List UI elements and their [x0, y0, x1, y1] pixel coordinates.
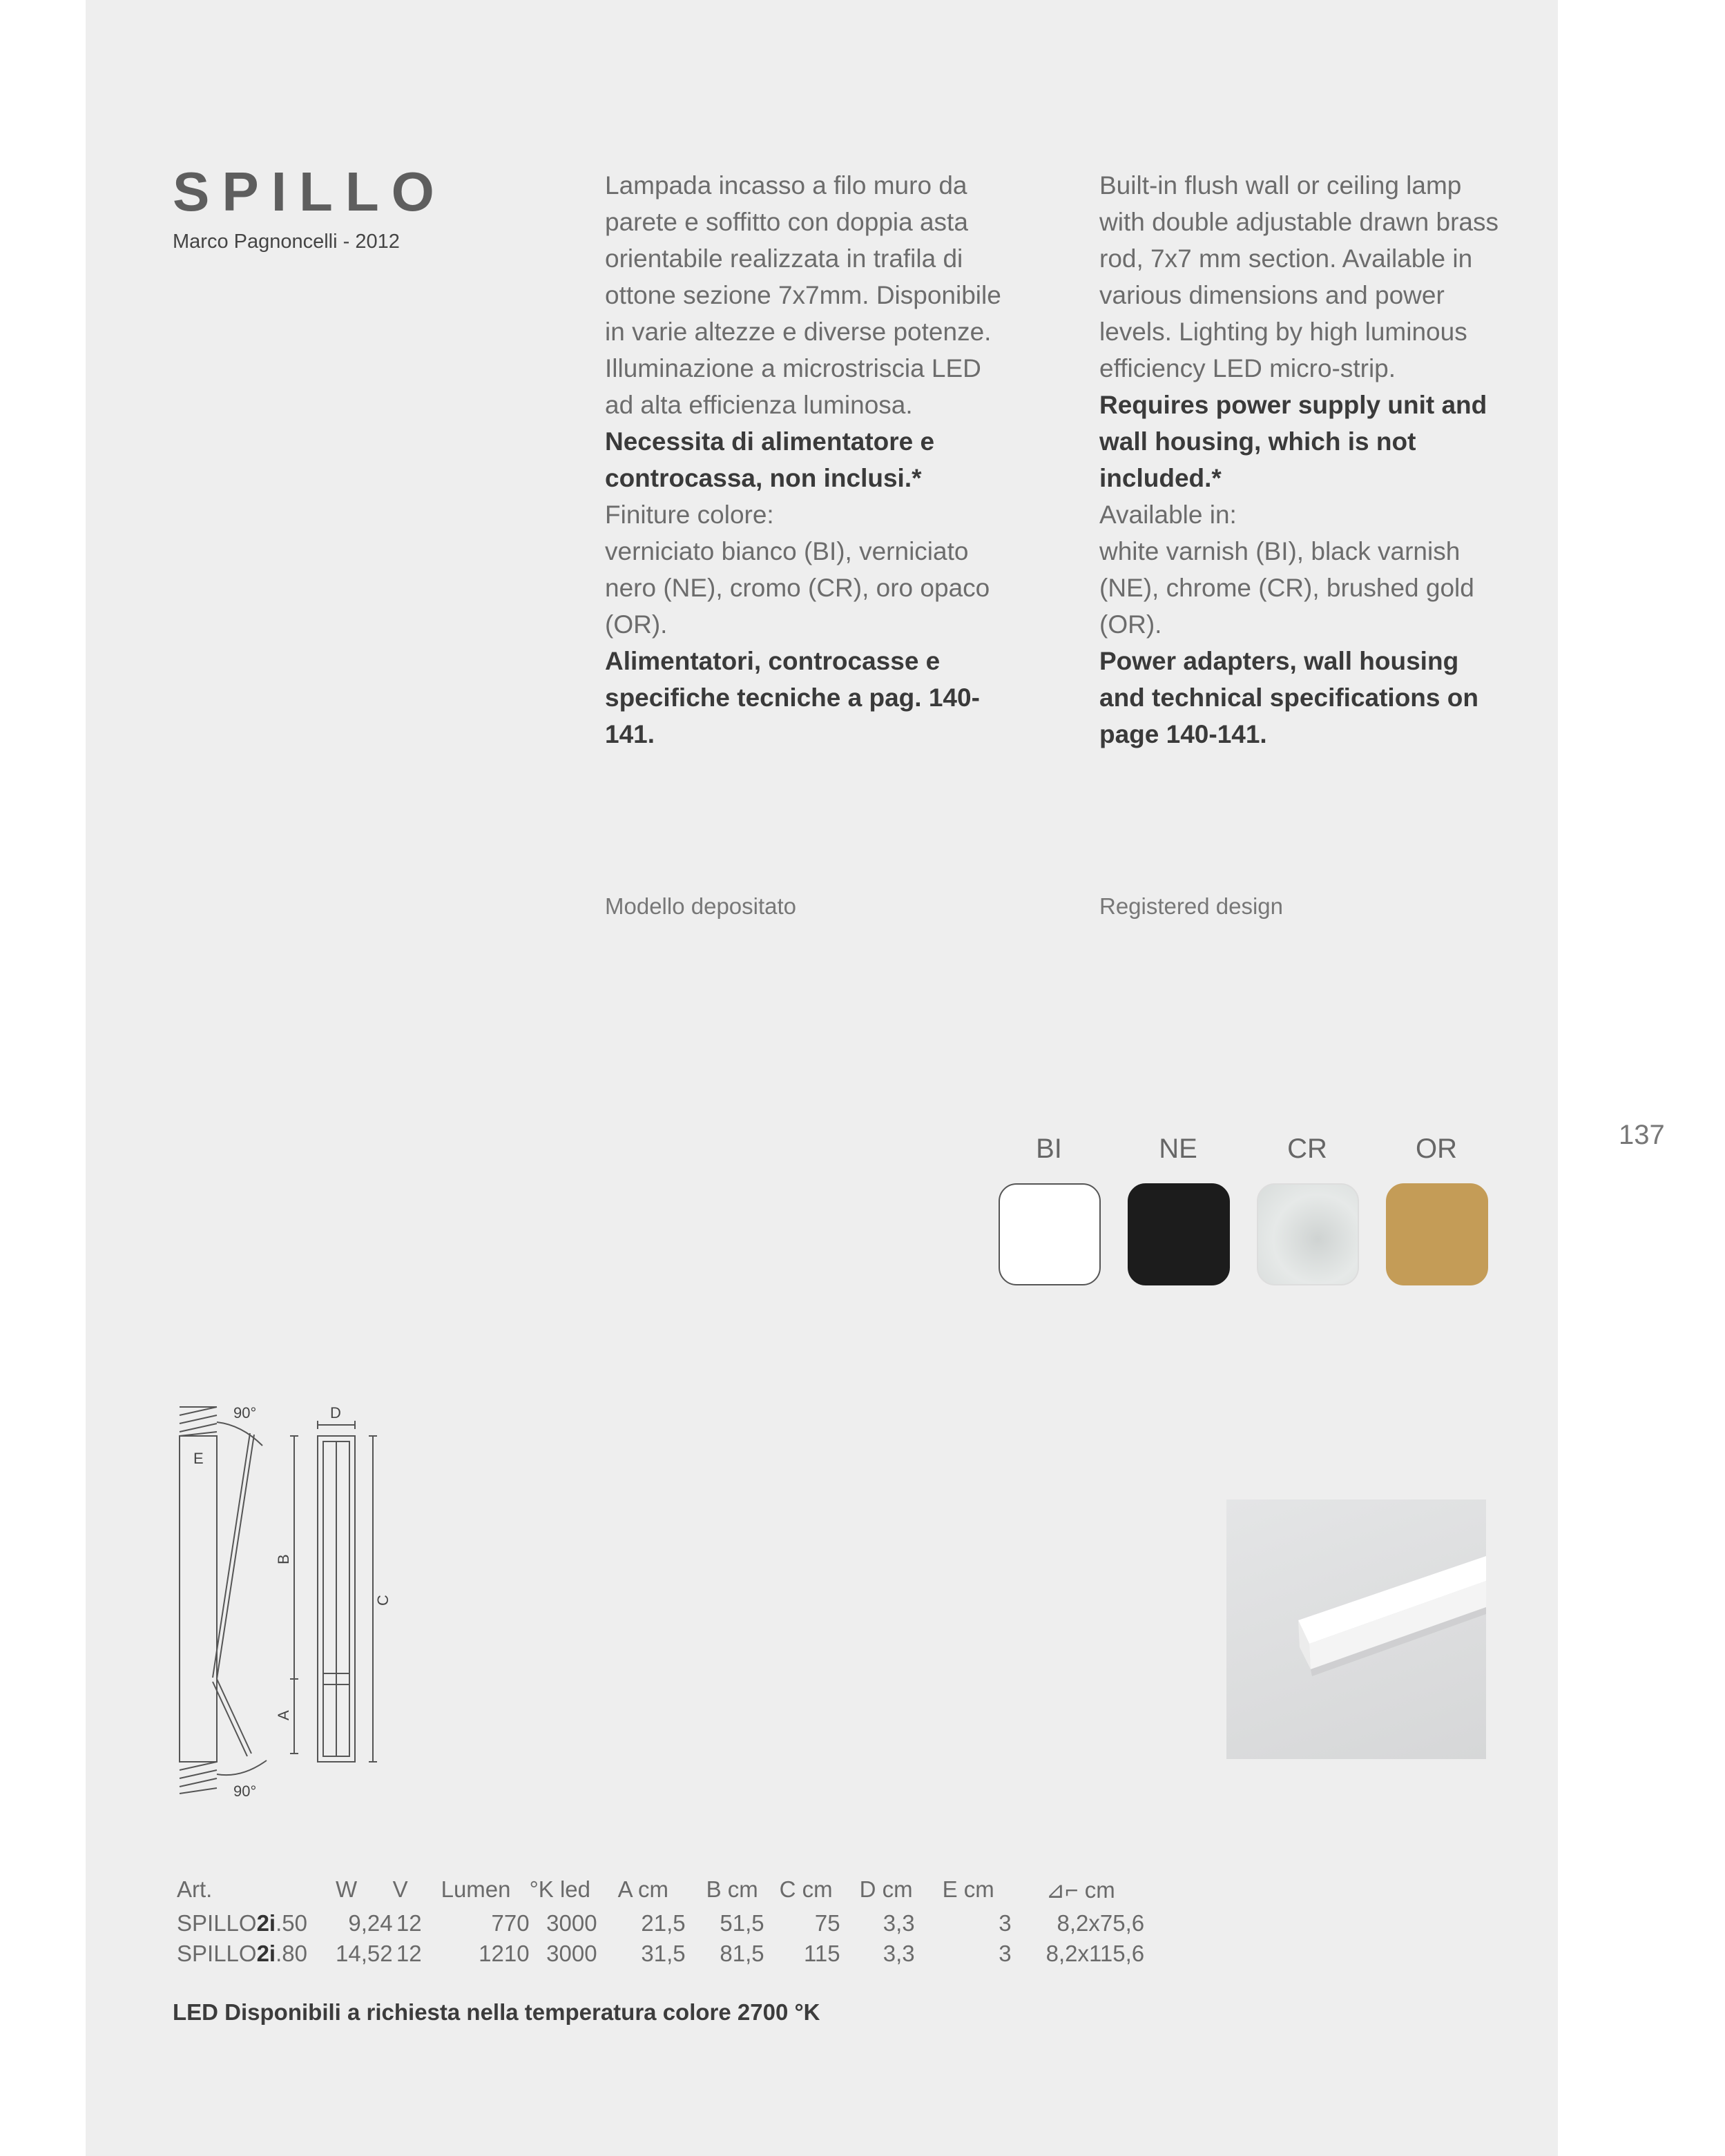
col-e: E cm [942, 1876, 994, 1902]
cell-a: 21,5 [641, 1910, 686, 1936]
art-prefix: SPILLO [177, 1941, 257, 1966]
cell-box: 8,2x75,6 [1057, 1910, 1145, 1936]
cell-d: 3,3 [883, 1910, 915, 1936]
cell-art [177, 1908, 336, 1939]
cell-v: 12 [396, 1941, 422, 1966]
dim-label-d: D [330, 1404, 341, 1421]
cell-w: 14,52 [336, 1941, 393, 1966]
finish-or [1386, 1132, 1487, 1285]
desc-en-intro: Built-in flush wall or ceiling lamp with double adjustable drawn brass rod, 7x7 mm section. Available in various dimensions and power levels. Lighting by high luminous efficiency LED micro-strip. [1099, 171, 1498, 382]
cell-c: 75 [814, 1910, 840, 1936]
color-swatch [999, 1183, 1101, 1285]
finish-code: BI [1036, 1134, 1062, 1164]
desc-en-finish-list: white varnish (BI), black varnish (NE), chrome (CR), brushed gold (OR). [1099, 537, 1474, 639]
cell-a: 31,5 [641, 1941, 686, 1966]
cell-e: 3 [999, 1941, 1012, 1966]
desc-en-requirement: Requires power supply unit and wall housing, which is not included.* [1099, 391, 1487, 492]
desc-it-finish-heading: Finiture colore: [605, 501, 774, 529]
box-dimension-icon: ⊿⌐ [1045, 1877, 1079, 1903]
cell-lumen: 1210 [479, 1941, 530, 1966]
cell-b: 81,5 [720, 1941, 764, 1966]
page-number: 137 [1619, 1120, 1665, 1150]
desc-it-finish-list: verniciato bianco (BI), verniciato nero (NE), cromo (CR), oro opaco (OR). [605, 537, 990, 639]
description-english [1099, 167, 1507, 752]
cell-b: 51,5 [720, 1910, 764, 1936]
art-code: 2i [256, 1910, 276, 1936]
cell-art [177, 1939, 336, 1969]
desc-it-intro: Lampada incasso a filo muro da parete e soffitto con doppia asta orientabile realizzata in trafila di ottone sezione 7x7mm. Disponibile in varie altezze e diverse potenze. Illuminazione a microstriscia LED ad alta efficienza luminosa. [605, 171, 1001, 419]
cell-e: 3 [999, 1910, 1012, 1936]
cell-kelvin: 3000 [546, 1910, 597, 1936]
col-box-unit: cm [1084, 1877, 1115, 1903]
art-suffix: .80 [276, 1941, 307, 1966]
col-d: D cm [859, 1876, 913, 1902]
color-swatch [1128, 1183, 1230, 1285]
registered-design-en: Registered design [1099, 893, 1283, 919]
cell-w: 9,24 [348, 1910, 393, 1936]
finish-code: NE [1159, 1134, 1197, 1164]
description-italian [605, 167, 1012, 752]
cell-kelvin: 3000 [546, 1941, 597, 1966]
product-title: SPILLO [173, 161, 447, 222]
art-suffix: .50 [276, 1910, 307, 1936]
col-v: V [392, 1876, 408, 1902]
cell-v: 12 [396, 1910, 422, 1936]
art-code: 2i [256, 1941, 276, 1966]
angle-label-bottom: 90° [233, 1783, 257, 1800]
registered-design-it: Modello depositato [605, 893, 797, 919]
dim-label-c: C [374, 1595, 392, 1606]
col-kelvin: °K led [529, 1876, 591, 1902]
col-w: W [336, 1876, 358, 1902]
col-box [1046, 1876, 1145, 1908]
col-c: C cm [779, 1876, 833, 1902]
led-footnote: LED Disponibili a richiesta nella temperatura colore 2700 °K [173, 1999, 820, 2025]
specification-table [177, 1876, 1144, 1969]
color-swatch [1257, 1183, 1359, 1285]
col-a: A cm [617, 1876, 668, 1902]
desc-en-reference: Power adapters, wall housing and technical specifications on page 140-141. [1099, 647, 1478, 748]
designer-credit: Marco Pagnoncelli - 2012 [173, 231, 400, 253]
product-photo [1226, 1499, 1486, 1759]
dim-label-a: A [275, 1710, 292, 1720]
finish-ne [1128, 1132, 1228, 1285]
finish-bi [999, 1132, 1099, 1285]
finish-cr [1257, 1132, 1358, 1285]
art-prefix: SPILLO [177, 1910, 257, 1936]
col-b: B cm [706, 1876, 758, 1902]
table-header-row [177, 1876, 1144, 1908]
cell-c: 115 [803, 1941, 840, 1966]
col-lumen: Lumen [441, 1876, 511, 1902]
finish-code: OR [1416, 1134, 1457, 1164]
dim-label-b: B [275, 1554, 292, 1564]
cell-box: 8,2x115,6 [1045, 1941, 1145, 1966]
table-row [177, 1908, 1144, 1939]
color-swatch [1386, 1183, 1488, 1285]
technical-drawing [173, 1395, 407, 1809]
col-art: Art. [177, 1876, 213, 1902]
cell-lumen: 770 [491, 1910, 530, 1936]
desc-en-finish-heading: Available in: [1099, 501, 1237, 529]
desc-it-reference: Alimentatori, controcasse e specifiche tecniche a pag. 140-141. [605, 647, 980, 748]
dim-label-e: E [193, 1450, 204, 1467]
finish-code: CR [1287, 1134, 1327, 1164]
angle-label-top: 90° [233, 1404, 257, 1421]
desc-it-requirement: Necessita di alimentatore e controcassa, non inclusi.* [605, 427, 935, 492]
table-row [177, 1939, 1144, 1969]
cell-d: 3,3 [883, 1941, 915, 1966]
